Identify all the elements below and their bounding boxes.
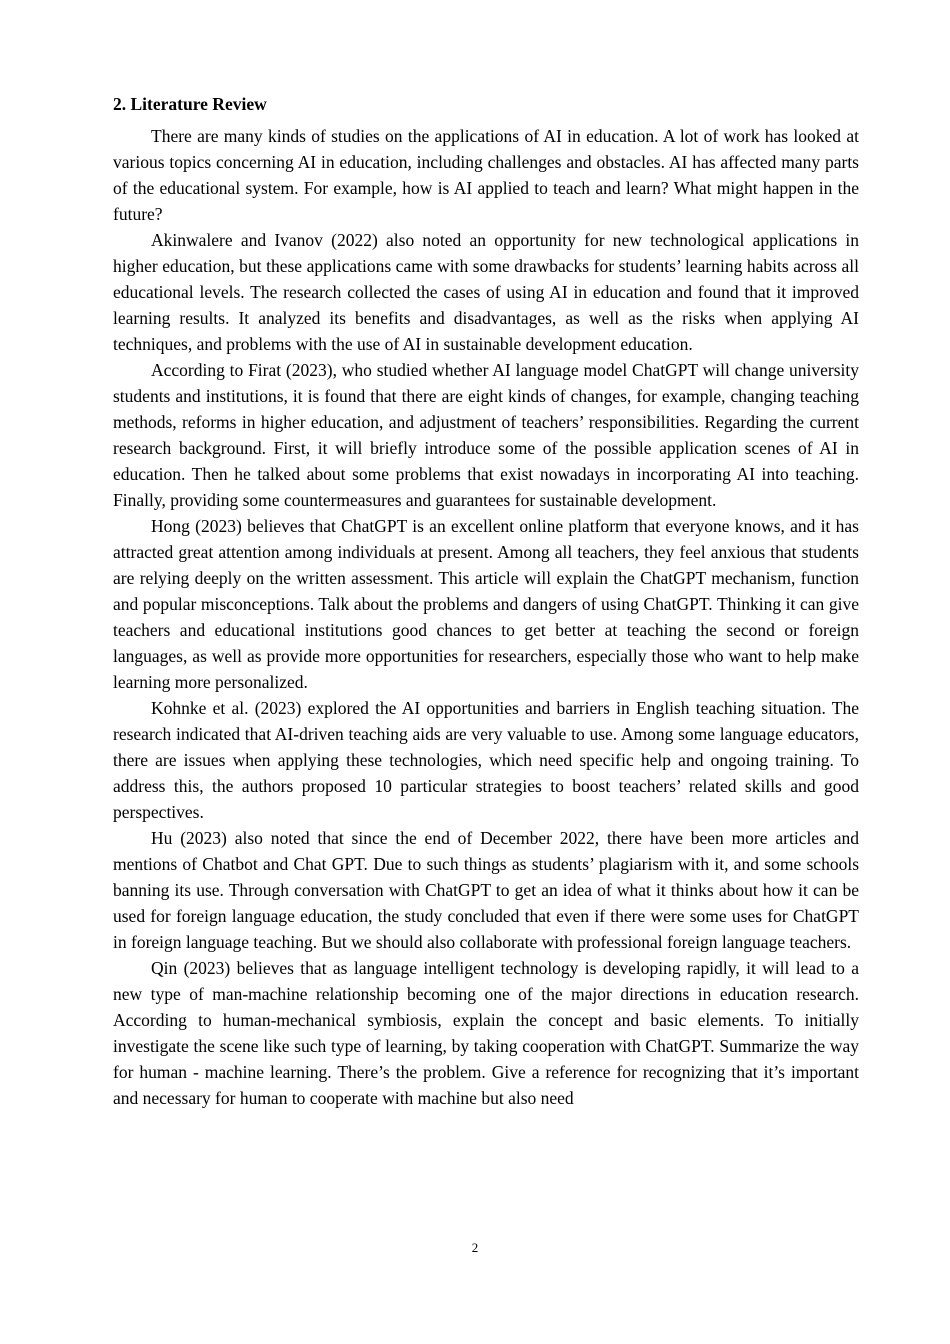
paragraph-kohnke: Kohnke et al. (2023) explored the AI opportunities and barriers in English teaching situation. The research indicated that AI-driven teaching aids are very valuable to use. Among some language educators, there are issues when applying these technologies, which need specific help and ongoing training. To address this, the authors proposed 10 particular strategies to boost teachers’ related skills and good perspectives. xyxy=(113,698,859,822)
page-number: 2 xyxy=(471,1240,479,1255)
paragraph-akinwalere-ivanov: Akinwalere and Ivanov (2022) also noted an opportunity for new technological applications in higher education, but these applications came with some drawbacks for students’ learning habits across all educational levels. The research collected the cases of using AI in education and found that it improved learning results. It analyzed its benefits and disadvantages, as well as the risks when applying AI techniques, and problems with the use of AI in sustainable development education. xyxy=(113,230,859,354)
page-body xyxy=(113,92,859,1111)
paragraph-hu: Hu (2023) also noted that since the end of December 2022, there have been more articles and mentions of Chatbot and Chat GPT. Due to such things as students’ plagiarism with it, and some schools banning its use. Through conversation with ChatGPT to get an idea of what it thinks about how it can be used for foreign language education, the study concluded that even if there were some uses for ChatGPT in foreign language teaching. But we should also collaborate with professional foreign language teachers. xyxy=(113,828,859,952)
paragraph-qin: Qin (2023) believes that as language intelligent technology is developing rapidly, it will lead to a new type of man-machine relationship becoming one of the major directions in education research. According to human-mechanical symbiosis, explain the concept and basic elements. To initially investigate the scene like such type of learning, by taking cooperation with ChatGPT. Summarize the way for human - machine learning. There’s the problem. Give a reference for recognizing that it’s important and necessary for human to cooperate with machine but also need xyxy=(113,958,859,1108)
paragraph-intro: There are many kinds of studies on the applications of AI in education. A lot of work has looked at various topics concerning AI in education, including challenges and obstacles. AI has affected many parts of the educational system. For example, how is AI applied to teach and learn? What might happen in the future? xyxy=(113,126,859,224)
section-heading: 2. Literature Review xyxy=(113,94,267,114)
paragraph-firat: According to Firat (2023), who studied whether AI language model ChatGPT will change university students and institutions, it is found that there are eight kinds of changes, for example, changing teaching methods, reforms in higher education, and adjustment of teachers’ responsibilities. Regarding the current research background. First, it will briefly introduce some of the possible application scenes of AI in education. Then he talked about some problems that exist nowadays in incorporating AI into teaching. Finally, providing some countermeasures and guarantees for sustainable development. xyxy=(113,360,859,510)
paragraph-hong: Hong (2023) believes that ChatGPT is an excellent online platform that everyone knows, and it has attracted great attention among individuals at present. Among all teachers, they feel anxious that students are relying deeply on the written assessment. This article will explain the ChatGPT mechanism, function and popular misconceptions. Talk about the problems and dangers of using ChatGPT. Thinking it can give teachers and educational institutions good chances to get better at teaching the second or foreign languages, as well as provide more opportunities for researchers, especially those who want to help make learning more personalized. xyxy=(113,516,859,692)
